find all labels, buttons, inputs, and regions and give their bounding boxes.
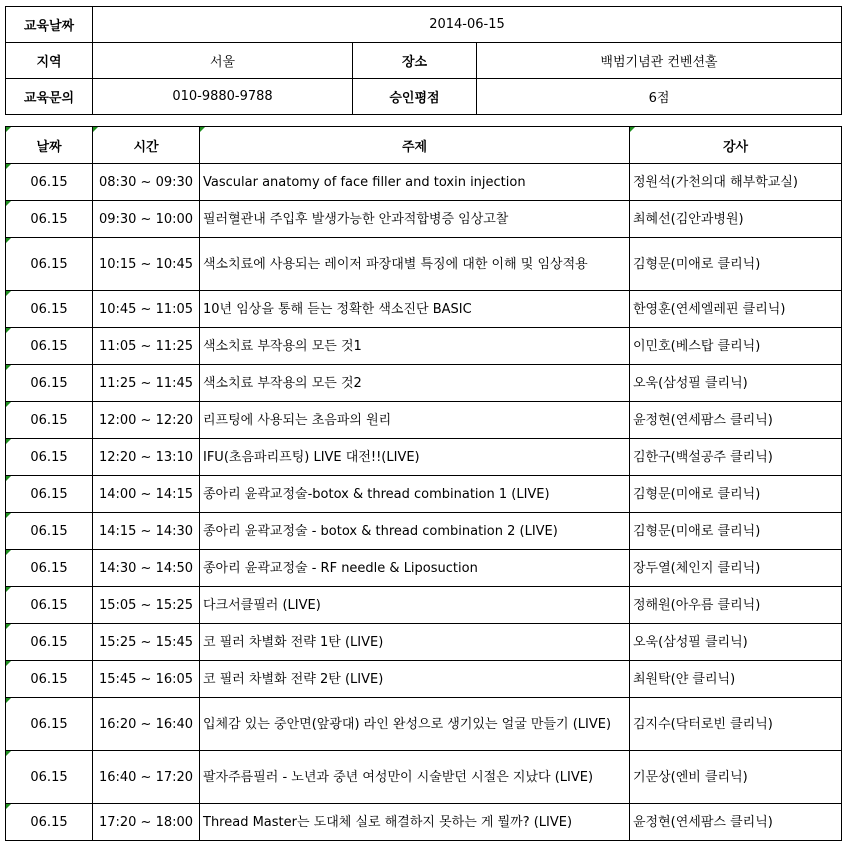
cell-topic: 팔자주름필러 - 노년과 중년 여성만이 시술받던 시절은 지났다 (LIVE): [200, 751, 630, 804]
date-value: 2014-06-15: [93, 7, 842, 43]
cell-date: 06.15: [6, 328, 93, 365]
cell-time: 11:25 ~ 11:45: [93, 365, 200, 402]
education-info-table: [5, 6, 842, 115]
cell-date: 06.15: [6, 804, 93, 841]
cell-topic: 종아리 윤곽교정술 - RF needle & Liposuction: [200, 550, 630, 587]
cell-lecturer: 정원석(가천의대 해부학교실): [630, 164, 842, 201]
contact-value: 010-9880-9788: [93, 79, 353, 115]
cell-lecturer: 윤정현(연세팜스 클리닉): [630, 804, 842, 841]
cell-time: 12:00 ~ 12:20: [93, 402, 200, 439]
table-row: [6, 439, 842, 476]
table-row: [6, 751, 842, 804]
cell-topic: 리프팅에 사용되는 초음파의 원리: [200, 402, 630, 439]
header-time: 시간: [93, 127, 200, 164]
cell-lecturer: 오욱(삼성필 클리닉): [630, 365, 842, 402]
cell-time: 15:25 ~ 15:45: [93, 624, 200, 661]
header-lecturer: 강사: [630, 127, 842, 164]
cell-lecturer: 김형문(미애로 클리닉): [630, 513, 842, 550]
cell-time: 10:45 ~ 11:05: [93, 291, 200, 328]
info-row-contact: [6, 79, 842, 115]
cell-lecturer: 정해원(아우름 클리닉): [630, 587, 842, 624]
table-row: [6, 291, 842, 328]
venue-value: 백범기념관 컨벤션홀: [477, 43, 842, 79]
credit-value: 6점: [477, 79, 842, 115]
table-row: [6, 164, 842, 201]
cell-topic: 필러혈관내 주입후 발생가능한 안과적합병증 임상고찰: [200, 201, 630, 238]
cell-time: 14:00 ~ 14:15: [93, 476, 200, 513]
cell-date: 06.15: [6, 624, 93, 661]
cell-date: 06.15: [6, 587, 93, 624]
cell-lecturer: 최원탁(얀 클리닉): [630, 661, 842, 698]
table-row: [6, 661, 842, 698]
table-row: [6, 698, 842, 751]
header-date: 날짜: [6, 127, 93, 164]
cell-lecturer: 김지수(닥터로빈 클리닉): [630, 698, 842, 751]
cell-lecturer: 김한구(백설공주 클리닉): [630, 439, 842, 476]
table-row: [6, 550, 842, 587]
table-row: [6, 402, 842, 439]
cell-date: 06.15: [6, 164, 93, 201]
table-row: [6, 365, 842, 402]
cell-date: 06.15: [6, 476, 93, 513]
contact-label: 교육문의: [6, 79, 93, 115]
region-label: 지역: [6, 43, 93, 79]
table-row: [6, 476, 842, 513]
cell-lecturer: 오욱(삼성필 클리닉): [630, 624, 842, 661]
info-row-date: [6, 7, 842, 43]
cell-lecturer: 기문상(엔비 클리닉): [630, 751, 842, 804]
cell-lecturer: 김형문(미애로 클리닉): [630, 476, 842, 513]
table-row: [6, 804, 842, 841]
cell-time: 14:30 ~ 14:50: [93, 550, 200, 587]
cell-topic: 10년 임상을 통해 듣는 정확한 색소진단 BASIC: [200, 291, 630, 328]
cell-topic: 종아리 윤곽교정술 - botox & thread combination 2 (LIVE): [200, 513, 630, 550]
cell-topic: 코 필러 차별화 전략 2탄 (LIVE): [200, 661, 630, 698]
cell-topic: Vascular anatomy of face filler and toxin injection: [200, 164, 630, 201]
cell-time: 14:15 ~ 14:30: [93, 513, 200, 550]
cell-lecturer: 윤정현(연세팜스 클리닉): [630, 402, 842, 439]
cell-date: 06.15: [6, 238, 93, 291]
cell-time: 11:05 ~ 11:25: [93, 328, 200, 365]
cell-time: 16:20 ~ 16:40: [93, 698, 200, 751]
date-label: 교육날짜: [6, 7, 93, 43]
cell-time: 16:40 ~ 17:20: [93, 751, 200, 804]
info-row-location: [6, 43, 842, 79]
cell-time: 15:45 ~ 16:05: [93, 661, 200, 698]
cell-topic: 색소치료 부작용의 모든 것2: [200, 365, 630, 402]
cell-time: 10:15 ~ 10:45: [93, 238, 200, 291]
credit-label: 승인평점: [353, 79, 477, 115]
cell-date: 06.15: [6, 439, 93, 476]
cell-time: 08:30 ~ 09:30: [93, 164, 200, 201]
cell-date: 06.15: [6, 365, 93, 402]
cell-time: 12:20 ~ 13:10: [93, 439, 200, 476]
cell-time: 17:20 ~ 18:00: [93, 804, 200, 841]
cell-date: 06.15: [6, 661, 93, 698]
schedule-body: [6, 164, 842, 841]
cell-lecturer: 한영훈(연세엘레핀 클리닉): [630, 291, 842, 328]
cell-time: 09:30 ~ 10:00: [93, 201, 200, 238]
cell-date: 06.15: [6, 402, 93, 439]
cell-date: 06.15: [6, 291, 93, 328]
cell-topic: Thread Master는 도대체 실로 해결하지 못하는 게 뭘까? (LIVE): [200, 804, 630, 841]
cell-date: 06.15: [6, 550, 93, 587]
cell-date: 06.15: [6, 698, 93, 751]
cell-topic: 종아리 윤곽교정술-botox & thread combination 1 (LIVE): [200, 476, 630, 513]
cell-topic: 다크서클필러 (LIVE): [200, 587, 630, 624]
cell-time: 15:05 ~ 15:25: [93, 587, 200, 624]
table-row: [6, 201, 842, 238]
cell-lecturer: 장두열(체인지 클리닉): [630, 550, 842, 587]
cell-lecturer: 최혜선(김안과병원): [630, 201, 842, 238]
schedule-header-row: [6, 127, 842, 164]
cell-lecturer: 김형문(미애로 클리닉): [630, 238, 842, 291]
table-row: [6, 624, 842, 661]
cell-date: 06.15: [6, 513, 93, 550]
schedule-table: [5, 126, 842, 841]
cell-date: 06.15: [6, 201, 93, 238]
table-row: [6, 328, 842, 365]
cell-topic: IFU(초음파리프팅) LIVE 대전!!(LIVE): [200, 439, 630, 476]
table-row: [6, 587, 842, 624]
cell-topic: 입체감 있는 중안면(앞광대) 라인 완성으로 생기있는 얼굴 만들기 (LIVE): [200, 698, 630, 751]
table-row: [6, 513, 842, 550]
cell-date: 06.15: [6, 751, 93, 804]
cell-topic: 색소치료에 사용되는 레이저 파장대별 특징에 대한 이해 및 임상적용: [200, 238, 630, 291]
table-row: [6, 238, 842, 291]
venue-label: 장소: [353, 43, 477, 79]
region-value: 서울: [93, 43, 353, 79]
cell-topic: 코 필러 차별화 전략 1탄 (LIVE): [200, 624, 630, 661]
cell-lecturer: 이민호(베스탑 클리닉): [630, 328, 842, 365]
cell-topic: 색소치료 부작용의 모든 것1: [200, 328, 630, 365]
header-topic: 주제: [200, 127, 630, 164]
